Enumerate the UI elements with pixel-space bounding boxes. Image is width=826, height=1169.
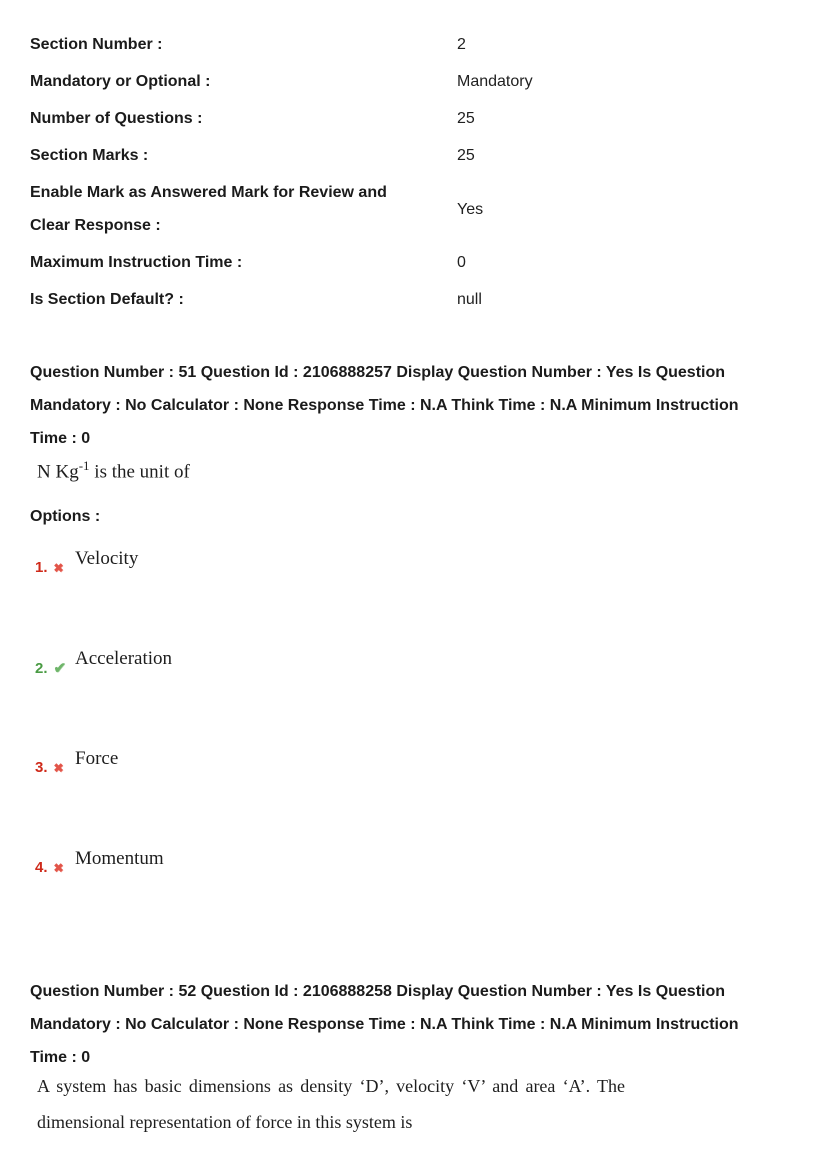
info-value: 25 (457, 110, 475, 127)
info-label-line: Maximum Instruction Time : (30, 254, 243, 271)
info-label-line: Enable Mark as Answered Mark for Review and (30, 184, 387, 201)
option-text: Velocity (75, 548, 139, 570)
info-label-line: Section Number : (30, 36, 163, 53)
info-label-line: Mandatory or Optional : (30, 73, 211, 90)
info-row-max-instruction-time (30, 246, 803, 279)
option-1-row (30, 546, 803, 646)
option-marker (35, 859, 64, 876)
options-list (30, 546, 803, 946)
info-label-line: Number of Questions : (30, 110, 203, 127)
option-text: Momentum (75, 848, 164, 870)
info-label (30, 246, 457, 279)
option-2-row (30, 646, 803, 746)
option-number: 3. (35, 759, 48, 777)
info-value: 0 (457, 254, 466, 271)
info-label-line: Clear Response : (30, 217, 161, 234)
question-text-superscript: -1 (78, 458, 90, 473)
info-row-enable-mark (30, 176, 803, 242)
info-value: Mandatory (457, 73, 533, 90)
info-label (30, 176, 457, 242)
correct-answer-icon: ✔ (53, 660, 67, 678)
option-text: Acceleration (75, 648, 173, 670)
info-label (30, 28, 457, 61)
info-value: Yes (457, 200, 484, 218)
question-header-line: Question Number : 52 Question Id : 2106888258 Display Question Number : Yes Is Question (30, 983, 726, 1001)
option-marker (35, 759, 64, 776)
option-3-row (30, 746, 803, 846)
info-label (30, 283, 457, 316)
option-text: Force (75, 748, 119, 770)
info-label (30, 139, 457, 172)
question-text-part: N Kg (37, 461, 79, 483)
option-number: 2. (35, 660, 48, 678)
options-label: Options : (30, 508, 101, 526)
question-text-line: A system has basic dimensions as density ‘D’, velocity ‘V’ and area ‘A’. The (37, 1076, 625, 1097)
info-label-line: Section Marks : (30, 147, 149, 164)
info-value: null (457, 291, 482, 308)
option-marker (35, 659, 66, 677)
question-header-line: Mandatory : No Calculator : None Response Time : N.A Think Time : N.A Minimum Instruction (30, 1016, 739, 1034)
info-row-number-of-questions (30, 102, 803, 135)
question-header-line: Mandatory : No Calculator : None Response Time : N.A Think Time : N.A Minimum Instruction (30, 397, 739, 414)
info-row-is-section-default (30, 283, 803, 316)
question-52-header (30, 975, 803, 1074)
question-52-block (30, 975, 803, 1140)
question-text-line: dimensional representation of force in this system is (37, 1112, 413, 1133)
info-row-section-marks (30, 139, 803, 172)
question-51-block (30, 356, 803, 946)
question-header-line: Time : 0 (30, 430, 91, 447)
wrong-answer-icon: ✖ (53, 861, 64, 876)
option-marker (35, 559, 64, 576)
question-text-part: is the unit of (89, 461, 190, 483)
question-52-text (30, 1068, 803, 1140)
wrong-answer-icon: ✖ (53, 561, 64, 576)
option-4-row (30, 846, 803, 946)
info-value: 2 (457, 36, 466, 53)
info-label (30, 65, 457, 98)
question-51-header (30, 356, 803, 455)
wrong-answer-icon: ✖ (53, 761, 64, 776)
question-header-line: Time : 0 (30, 1049, 91, 1067)
info-row-mandatory-optional (30, 65, 803, 98)
question-header-line: Question Number : 51 Question Id : 2106888257 Display Question Number : Yes Is Question (30, 364, 726, 381)
info-label-line: Is Section Default? : (30, 291, 184, 308)
info-row-section-number (30, 28, 803, 61)
option-number: 1. (35, 559, 48, 577)
section-info-table (30, 28, 803, 316)
question-51-text (30, 451, 803, 487)
info-label (30, 102, 457, 135)
option-number: 4. (35, 859, 48, 877)
info-value: 25 (457, 147, 475, 164)
